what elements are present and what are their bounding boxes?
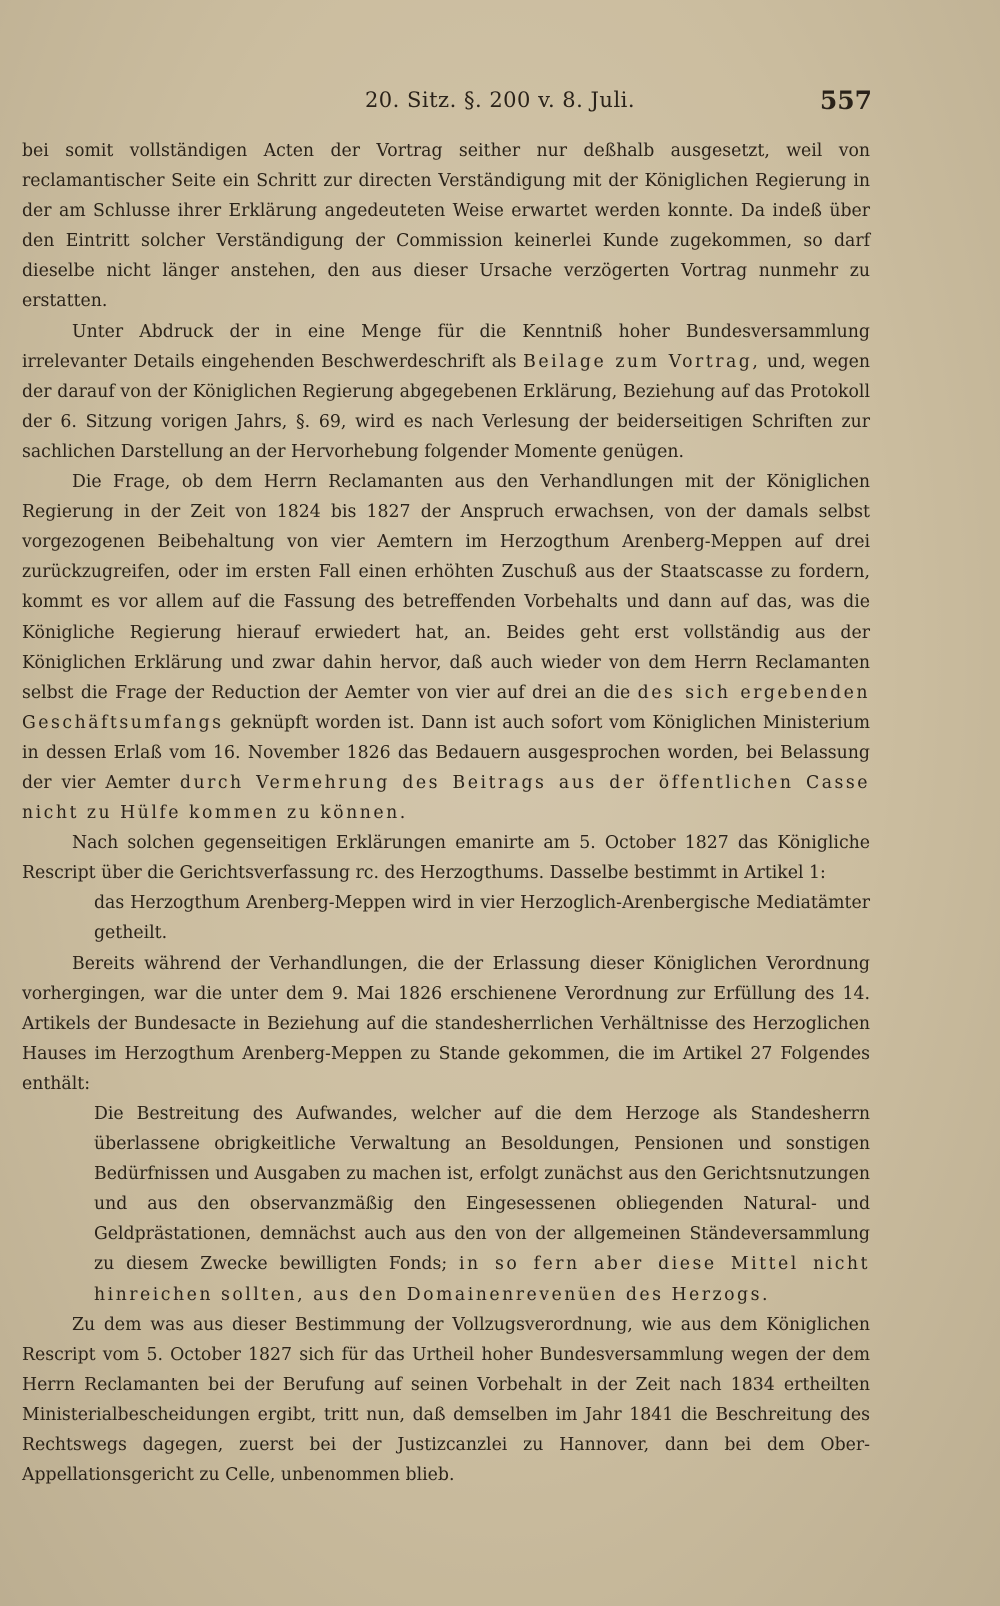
paragraph-5: Bereits während der Verhandlungen, die der Erlassung dieser Königlichen Verordnung vorhergingen, war die unter dem 9. Mai 1826 erschienene Verordnung zur Erfüllung des 14. Artikels der Bundesacte in Beziehung auf die standesherrlichen Verhältnisse des Herzoglichen Hauses im Herzogthum Arenberg-Meppen zu Stande gekommen, die im Artikel 27 Folgendes enthält:	[22, 953, 870, 1094]
paragraph-3-spaced-2: durch Vermehrung des Beitrags aus der öffentlichen Casse nicht zu Hülfe kommen zu können.	[22, 772, 871, 824]
page-number: 557	[819, 86, 872, 115]
paragraph-3	[22, 467, 870, 828]
quote-article-27-spaced: in so fern aber diese Mittel nicht hinreichen sollten, aus den Domainenrevenüen des Herzogs.	[94, 1254, 871, 1305]
quote-article-1: das Herzogthum Arenberg-Meppen wird in vier Herzoglich-Arenbergische Mediatämter getheilt.	[94, 893, 870, 944]
page-header	[0, 84, 1000, 124]
paragraph-1: bei somit vollständigen Acten der Vortrag seither nur deßhalb ausgesetzt, weil von reclamantischer Seite ein Schritt zur directen Verständigung mit der Königlichen Regierung in der am Schlusse ihrer Erklärung angedeuteten Weise erwartet werden konnte. Da indeß über den Eintritt solcher Verständigung der Commission keinerlei Kunde zugekommen, so darf dieselbe nicht länger anstehen, den aus dieser Ursache verzögerten Vortrag nunmehr zu erstatten.	[22, 141, 870, 312]
paragraph-3-part-c: geknüpft worden ist. Dann ist auch sofort vom Königlichen Ministerium in dessen Erlaß vom 16. November 1826 das Bedauern ausgesprochen worden, bei Belassung der vier Aemter	[22, 712, 870, 793]
quote-article-27	[94, 1099, 870, 1310]
paragraph-2-part-a: Unter Abdruck der in eine Menge für die Kenntniß hoher Bundesversammlung irrelevanter Details eingehenden Beschwerdeschrift als	[22, 321, 870, 372]
running-head: 20. Sitz. §. 200 v. 8. Juli.	[364, 88, 636, 112]
quote-article-27-part-a: Die Bestreitung des Aufwandes, welcher auf die dem Herzoge als Standesherrn überlassene obrigkeitliche Verwaltung an Besoldungen, Pensionen und sonstigen Bedürfnissen und Ausgaben zu machen ist, erfolgt zunächst aus den Gerichtsnutzungen und aus den observanzmäßig den Eingesessenen obliegenden Natural- und Geldprästationen, demnächst auch aus den von der allgemeinen Ständeversammlung zu diesem Zwecke bewilligten Fonds;	[94, 1104, 870, 1275]
paragraph-3-spaced-1: des sich ergebenden Geschäftsumfangs	[22, 682, 870, 733]
paragraph-2-part-c: und, wegen der darauf von der Königlichen Regierung abgegebenen Erklärung, Beziehung auf das Protokoll der 6. Sitzung vorigen Jahrs, §. 69, wird es nach Verlesung der beiderseitigen Schriften zur sachlichen Darstellung an der Hervorhebung folgender Momente genügen.	[22, 351, 870, 462]
paragraph-2	[22, 317, 870, 467]
body-text	[22, 136, 870, 1490]
paragraph-6: Zu dem was aus dieser Bestimmung der Vollzugsverordnung, wie aus dem Königlichen Rescript vom 5. October 1827 sich für das Urtheil hoher Bundesversammlung wegen der dem Herrn Reclamanten bei der Berufung auf seinen Vorbehalt in der Zeit nach 1834 ertheilten Ministerialbescheidungen ergibt, tritt nun, daß demselben im Jahr 1841 die Beschreitung des Rechtswegs dagegen, zuerst bei der Justizcanzlei zu Hannover, dann bei dem Ober-Appellationsgericht zu Celle, unbenommen blieb.	[22, 1314, 870, 1486]
paragraph-2-spaced: Beilage zum Vortrag,	[523, 351, 761, 372]
paragraph-3-part-a: Die Frage, ob dem Herrn Reclamanten aus den Verhandlungen mit der Königlichen Regierung in der Zeit von 1824 bis 1827 der Anspruch erwachsen, von der damals selbst vorgezogenen Beibehaltung von vier Aemtern im Herzogthum Arenberg-Meppen auf drei zurückzugreifen, oder im ersten Fall einen erhöhten Zuschuß aus der Staatscasse zu fordern, kommt es vor allem auf die Fassung des betreffenden Vorbehalts und dann auf das, was die Königliche Regierung hierauf erwiedert hat, an. Beides geht erst vollständig aus der Königlichen Erklärung und zwar dahin hervor, daß auch wieder von dem Herrn Reclamanten selbst die Frage der Reduction der Aemter von vier auf drei an die	[22, 472, 870, 703]
paragraph-4: Nach solchen gegenseitigen Erklärungen emanirte am 5. October 1827 das Königliche Rescript über die Gerichtsverfassung rc. des Herzogthums. Dasselbe bestimmt in Artikel 1:	[22, 833, 870, 884]
